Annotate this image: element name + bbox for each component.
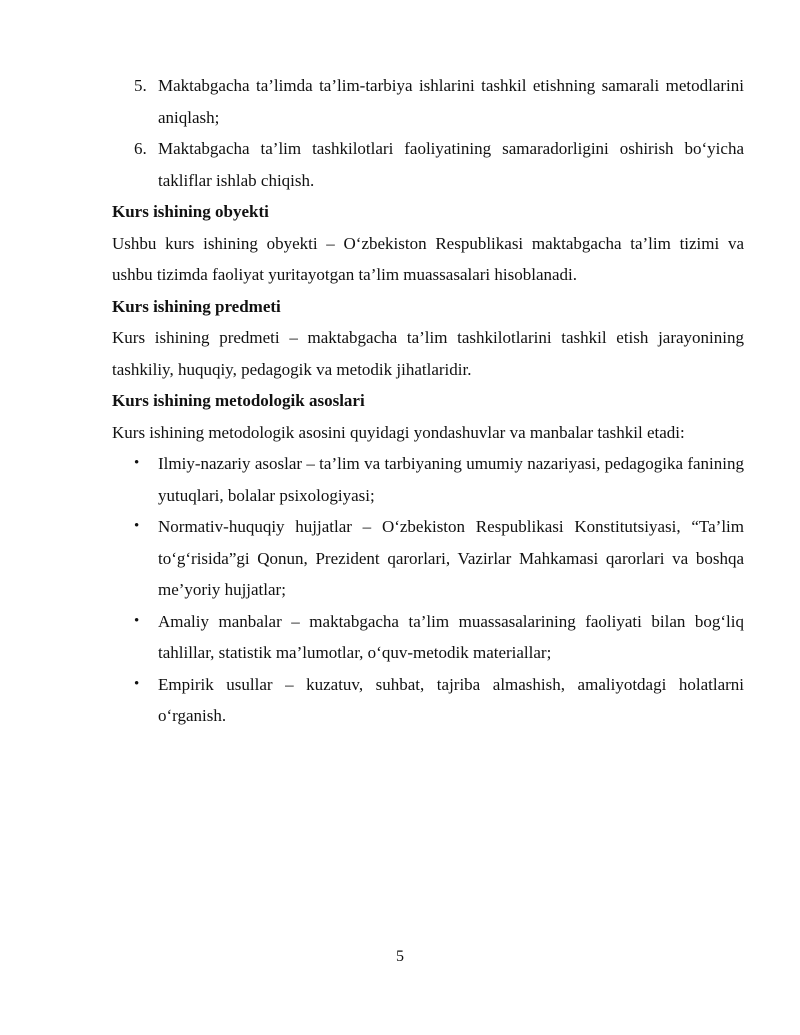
numbered-list-item-5: [112, 70, 744, 133]
bullet-item-text: Ilmiy-nazariy asoslar – ta’lim va tarbiyaning umumiy nazariyasi, pedagogika fanining yutuqlari, bolalar psixologiyasi;: [158, 454, 744, 505]
list-number: 5.: [134, 76, 147, 95]
bullet-marker: •: [134, 675, 140, 692]
bullet-item-practical: [112, 606, 744, 669]
document-page: [112, 70, 744, 732]
bullet-marker: •: [134, 612, 140, 629]
bullet-item-text: Empirik usullar – kuzatuv, suhbat, tajriba almashish, amaliyotdagi holatlarni o‘rganish.: [158, 674, 744, 725]
section-text-object: Ushbu kurs ishining obyekti – O‘zbekiston Respublikasi maktabgacha ta’lim tizimi va ushbu tizimda faoliyat yuritayotgan ta’lim muassasalari hisoblanadi.: [112, 233, 744, 284]
page-number: 5: [396, 948, 404, 965]
bullet-item-empirical: [112, 669, 744, 732]
bullet-marker: •: [134, 518, 140, 534]
section-heading-methodology: Kurs ishining metodologik asoslari: [112, 391, 365, 410]
numbered-list-item-6: [112, 133, 744, 196]
list-item-text: Maktabgacha ta’limda ta’lim-tarbiya ishlarini tashkil etishning samarali metodlarini aniqlash;: [158, 76, 744, 127]
section-text-subject: Kurs ishining predmeti – maktabgacha ta’lim tashkilotlarini tashkil etish jarayonining tashkiliy, huquqiy, pedagogik va metodik jihatlaridir.: [112, 328, 744, 379]
section-text-methodology: Kurs ishining metodologik asosini quyidagi yondashuvlar va manbalar tashkil etadi:: [112, 422, 685, 442]
bullet-marker: •: [134, 455, 140, 471]
bullet-item-text: Normativ-huquqiy hujjatlar – O‘zbekiston Respublikasi Konstitutsiyasi, “Ta’lim to‘g‘risida”gi Qonun, Prezident qarorlari, Vazirlar Mahkamasi qarorlari va boshqa me’yoriy hujjatlar;: [158, 517, 744, 599]
section-heading-subject: Kurs ishining predmeti: [112, 296, 281, 316]
section-heading-object: Kurs ishining obyekti: [112, 202, 269, 221]
list-item-text: Maktabgacha ta’lim tashkilotlari faoliyatining samaradorligini oshirish bo‘yicha takliflar ishlab chiqish.: [158, 139, 744, 190]
bullet-item-scientific: [112, 448, 744, 511]
list-number: 6.: [134, 139, 147, 158]
bullet-item-text: Amaliy manbalar – maktabgacha ta’lim muassasalarining faoliyati bilan bog‘liq tahlillar, statistik ma’lumotlar, o‘quv-metodik materiallar;: [158, 611, 744, 662]
bullet-item-legal: [112, 511, 744, 606]
